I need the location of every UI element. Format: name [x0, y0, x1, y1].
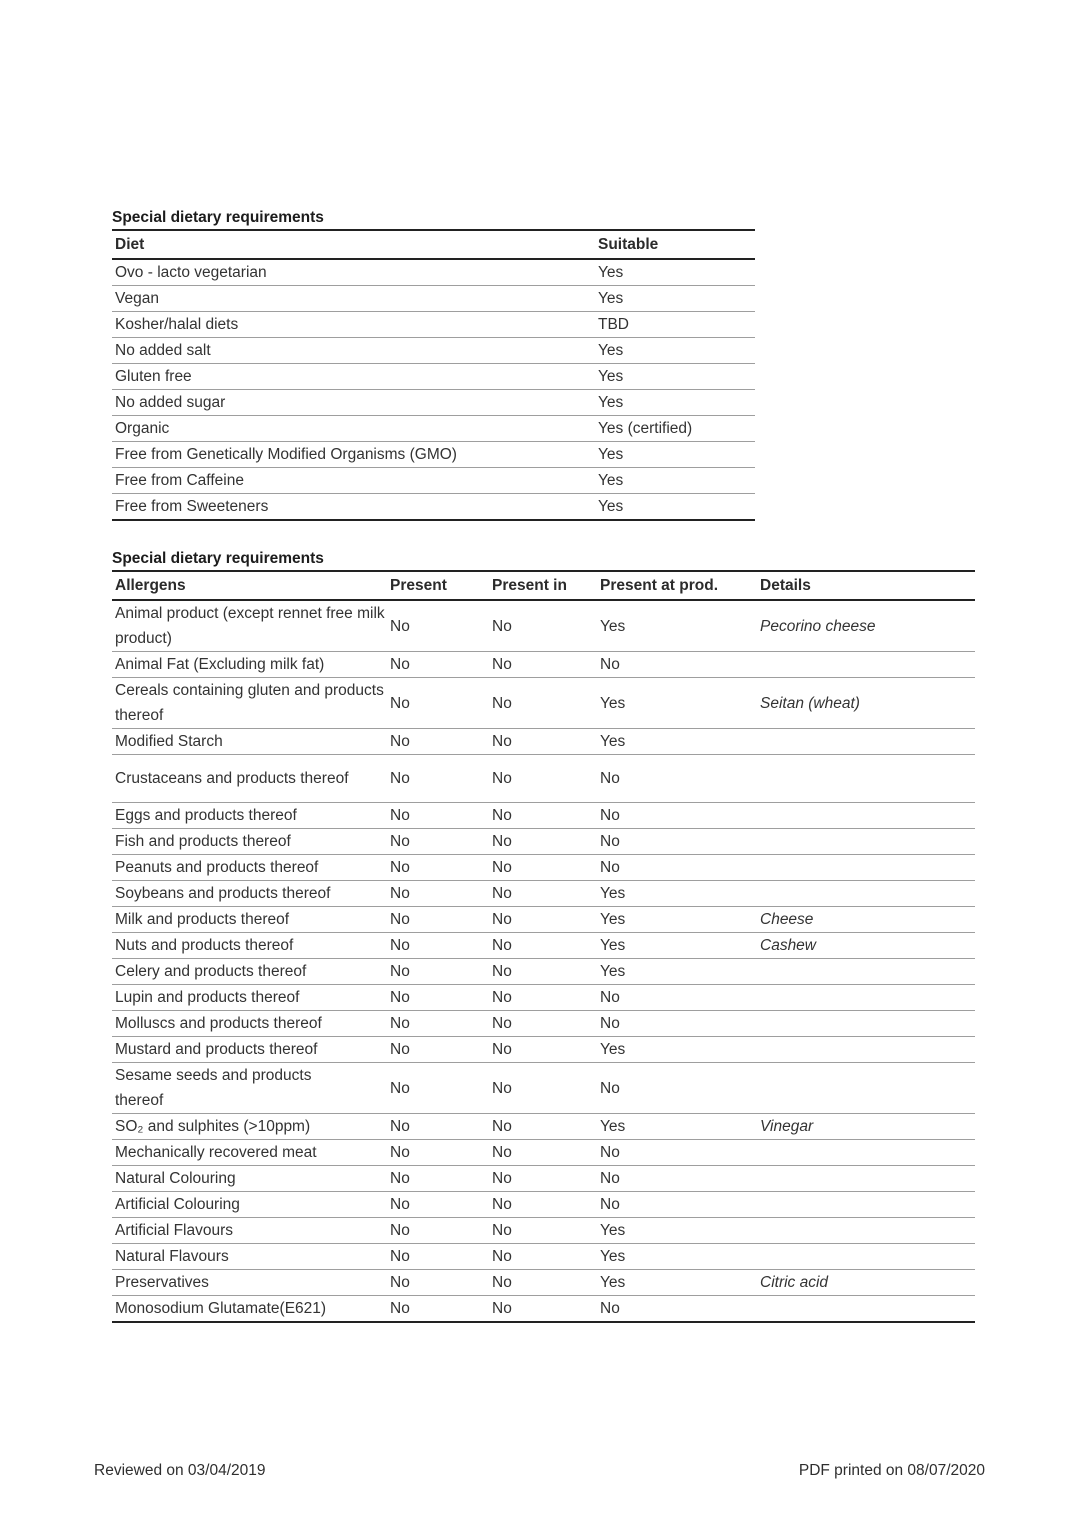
details-cell: Cashew — [760, 933, 975, 959]
allergen-cell: Celery and products thereof — [112, 959, 390, 985]
suitable-cell: Yes — [598, 390, 755, 416]
present-cell: No — [390, 855, 492, 881]
present-in-cell: No — [492, 617, 512, 635]
details-cell — [760, 1244, 975, 1270]
diet-table — [112, 229, 755, 521]
allergen-cell: Milk and products thereof — [112, 907, 390, 933]
present-cell: No — [390, 1037, 492, 1063]
allergen-cell: Animal product (except rennet free milk product) — [115, 605, 385, 647]
present-at-prod-cell: Yes — [600, 1270, 760, 1296]
present-at-prod-cell: No — [600, 1011, 760, 1037]
details-cell — [760, 1140, 975, 1166]
table-row — [112, 803, 975, 829]
suitable-cell: Yes — [598, 338, 755, 364]
header-row — [112, 230, 755, 259]
page-footer — [94, 1462, 985, 1480]
present-in-cell: No — [492, 1244, 600, 1270]
suitable-cell: Yes — [598, 442, 755, 468]
allergen-table — [112, 570, 975, 1323]
present-cell: No — [390, 1063, 492, 1114]
present-in-cell: No — [492, 1270, 600, 1296]
present-cell: No — [390, 907, 492, 933]
present-cell: No — [390, 1114, 492, 1140]
table-row — [112, 600, 975, 652]
allergen-cell: SO₂ and sulphites (>10ppm) — [112, 1114, 390, 1140]
present-in-cell: No — [492, 1140, 600, 1166]
page-content — [112, 206, 975, 1323]
allergen-cell: Sesame seeds and products thereof — [112, 1063, 390, 1114]
present-in-cell: No — [492, 1011, 600, 1037]
details-cell — [760, 729, 975, 755]
present-cell: No — [390, 985, 492, 1011]
table-row — [112, 338, 755, 364]
suitable-cell: Yes — [598, 364, 755, 390]
details-cell — [760, 1192, 975, 1218]
present-at-prod-cell: No — [600, 855, 760, 881]
diet-cell: No added salt — [112, 338, 598, 364]
present-cell: No — [390, 652, 492, 678]
present-in-cell: No — [492, 1192, 600, 1218]
table-row — [112, 678, 975, 729]
diet-cell: Gluten free — [112, 364, 598, 390]
diet-cell: Free from Genetically Modified Organisms (GMO) — [112, 442, 598, 468]
present-at-prod-cell: No — [600, 652, 760, 678]
table-row — [112, 312, 755, 338]
present-in-cell: No — [492, 1166, 600, 1192]
present-at-prod-column-header: Present at prod. — [600, 571, 760, 600]
diet-cell: Free from Sweeteners — [112, 494, 598, 521]
suitable-cell: Yes — [598, 286, 755, 312]
diet-table-body — [112, 259, 755, 520]
present-at-prod-cell: No — [600, 1140, 760, 1166]
details-cell — [760, 755, 975, 803]
present-cell: No — [390, 1166, 492, 1192]
allergen-cell: Crustaceans and products thereof — [112, 755, 390, 803]
present-at-prod-cell: No — [600, 1166, 760, 1192]
present-at-prod-cell: Yes — [600, 907, 760, 933]
present-at-prod-cell: Yes — [600, 933, 760, 959]
table-row — [112, 652, 975, 678]
table-row — [112, 259, 755, 286]
present-in-cell: No — [492, 933, 600, 959]
suitable-cell: Yes — [598, 494, 755, 521]
table-row — [112, 416, 755, 442]
present-cell: No — [390, 729, 492, 755]
table-row — [112, 959, 975, 985]
present-at-prod-cell: Yes — [600, 881, 760, 907]
table-row — [112, 364, 755, 390]
present-in-cell: No — [492, 1296, 600, 1323]
allergen-cell: Eggs and products thereof — [112, 803, 390, 829]
allergen-section — [112, 547, 975, 1323]
table-row — [112, 494, 755, 521]
diet-table-header — [112, 230, 755, 259]
table-row — [112, 755, 975, 803]
table-row — [112, 1140, 975, 1166]
details-cell — [760, 1296, 975, 1323]
present-in-cell: No — [492, 881, 600, 907]
allergen-cell: Natural Colouring — [112, 1166, 390, 1192]
allergen-cell: Animal Fat (Excluding milk fat) — [112, 652, 390, 678]
allergen-cell: Modified Starch — [112, 729, 390, 755]
present-at-prod-cell: Yes — [600, 1037, 760, 1063]
present-cell: No — [390, 803, 492, 829]
diet-column-header: Diet — [112, 230, 598, 259]
suitable-cell: Yes — [598, 264, 624, 281]
details-cell — [760, 985, 975, 1011]
present-cell: No — [390, 1270, 492, 1296]
table-row — [112, 390, 755, 416]
table-row — [112, 855, 975, 881]
diet-cell: Ovo - lacto vegetarian — [115, 264, 267, 281]
present-at-prod-cell: Yes — [600, 617, 626, 635]
present-at-prod-cell: Yes — [600, 1218, 760, 1244]
present-at-prod-cell: Yes — [600, 959, 760, 985]
allergen-table-header — [112, 571, 975, 600]
present-in-cell: No — [492, 907, 600, 933]
allergen-cell: Cereals containing gluten and products thereof — [112, 678, 390, 729]
table-row — [112, 881, 975, 907]
present-cell: No — [390, 755, 492, 803]
present-in-cell: No — [492, 803, 600, 829]
allergen-cell: Natural Flavours — [112, 1244, 390, 1270]
details-column-header: Details — [760, 571, 975, 600]
present-in-cell: No — [492, 829, 600, 855]
diet-section — [112, 206, 975, 521]
diet-section-title: Special dietary requirements — [112, 209, 324, 226]
present-cell: No — [390, 881, 492, 907]
details-cell: Citric acid — [760, 1270, 975, 1296]
present-in-cell: No — [492, 855, 600, 881]
suitable-cell: TBD — [598, 312, 755, 338]
details-cell — [760, 1037, 975, 1063]
present-in-cell: No — [492, 1114, 600, 1140]
present-at-prod-cell: No — [600, 803, 760, 829]
allergen-cell: Fish and products thereof — [112, 829, 390, 855]
present-column-header: Present — [390, 571, 492, 600]
table-row — [112, 1296, 975, 1323]
present-cell: No — [390, 678, 492, 729]
table-row — [112, 985, 975, 1011]
details-cell — [760, 1063, 975, 1114]
details-cell — [760, 803, 975, 829]
details-cell — [760, 881, 975, 907]
present-at-prod-cell: No — [600, 1296, 760, 1323]
allergen-table-body — [112, 600, 975, 1322]
diet-cell: Kosher/halal diets — [112, 312, 598, 338]
header-row — [112, 571, 975, 600]
present-at-prod-cell: No — [600, 985, 760, 1011]
details-cell — [760, 1011, 975, 1037]
details-cell — [760, 1218, 975, 1244]
suitable-column-header: Suitable — [598, 230, 755, 259]
present-in-cell: No — [492, 755, 600, 803]
present-at-prod-cell: Yes — [600, 729, 760, 755]
present-at-prod-cell: Yes — [600, 1114, 760, 1140]
present-cell: No — [390, 1011, 492, 1037]
present-at-prod-cell: No — [600, 1063, 760, 1114]
allergen-cell: Monosodium Glutamate(E621) — [112, 1296, 390, 1323]
diet-cell: No added sugar — [112, 390, 598, 416]
diet-cell: Free from Caffeine — [112, 468, 598, 494]
table-row — [112, 1011, 975, 1037]
present-cell: No — [390, 959, 492, 985]
details-cell — [760, 959, 975, 985]
present-in-cell: No — [492, 985, 600, 1011]
table-row — [112, 1218, 975, 1244]
table-row — [112, 829, 975, 855]
table-row — [112, 1244, 975, 1270]
table-row — [112, 1166, 975, 1192]
table-row — [112, 907, 975, 933]
present-cell: No — [390, 617, 410, 635]
table-row — [112, 933, 975, 959]
allergen-cell: Nuts and products thereof — [112, 933, 390, 959]
present-cell: No — [390, 1218, 492, 1244]
allergens-column-header: Allergens — [112, 571, 390, 600]
table-row — [112, 1037, 975, 1063]
present-in-column-header: Present in — [492, 571, 600, 600]
present-cell: No — [390, 1140, 492, 1166]
present-at-prod-cell: Yes — [600, 1244, 760, 1270]
present-in-cell: No — [492, 729, 600, 755]
present-in-cell: No — [492, 1063, 600, 1114]
present-in-cell: No — [492, 1037, 600, 1063]
present-in-cell: No — [492, 959, 600, 985]
table-row — [112, 729, 975, 755]
details-cell — [760, 652, 975, 678]
present-cell: No — [390, 933, 492, 959]
suitable-cell: Yes (certified) — [598, 416, 755, 442]
present-at-prod-cell: No — [600, 1192, 760, 1218]
pdf-printed-date: PDF printed on 08/07/2020 — [798, 1462, 985, 1479]
details-cell: Pecorino cheese — [760, 617, 876, 635]
present-in-cell: No — [492, 652, 600, 678]
allergen-cell: Molluscs and products thereof — [112, 1011, 390, 1037]
details-cell — [760, 829, 975, 855]
allergen-cell: Soybeans and products thereof — [112, 881, 390, 907]
present-at-prod-cell: Yes — [600, 678, 760, 729]
allergen-section-title: Special dietary requirements — [112, 550, 324, 567]
present-at-prod-cell: No — [600, 755, 760, 803]
present-cell: No — [390, 1296, 492, 1323]
present-cell: No — [390, 1244, 492, 1270]
suitable-cell: Yes — [598, 468, 755, 494]
allergen-cell: Mustard and products thereof — [112, 1037, 390, 1063]
table-row — [112, 286, 755, 312]
diet-cell: Organic — [112, 416, 598, 442]
present-in-cell: No — [492, 678, 600, 729]
allergen-cell: Lupin and products thereof — [112, 985, 390, 1011]
details-cell: Vinegar — [760, 1114, 975, 1140]
present-cell: No — [390, 829, 492, 855]
present-in-cell: No — [492, 1218, 600, 1244]
allergen-cell: Artificial Colouring — [112, 1192, 390, 1218]
details-cell — [760, 1166, 975, 1192]
table-row — [112, 468, 755, 494]
reviewed-date: Reviewed on 03/04/2019 — [94, 1462, 266, 1479]
allergen-cell: Peanuts and products thereof — [112, 855, 390, 881]
allergen-cell: Artificial Flavours — [112, 1218, 390, 1244]
present-at-prod-cell: No — [600, 829, 760, 855]
table-row — [112, 442, 755, 468]
allergen-cell: Mechanically recovered meat — [112, 1140, 390, 1166]
table-row — [112, 1063, 975, 1114]
details-cell: Cheese — [760, 907, 975, 933]
details-cell: Seitan (wheat) — [760, 678, 975, 729]
table-row — [112, 1270, 975, 1296]
present-cell: No — [390, 1192, 492, 1218]
diet-cell: Vegan — [112, 286, 598, 312]
table-row — [112, 1192, 975, 1218]
table-row — [112, 1114, 975, 1140]
details-cell — [760, 855, 975, 881]
allergen-cell: Preservatives — [112, 1270, 390, 1296]
